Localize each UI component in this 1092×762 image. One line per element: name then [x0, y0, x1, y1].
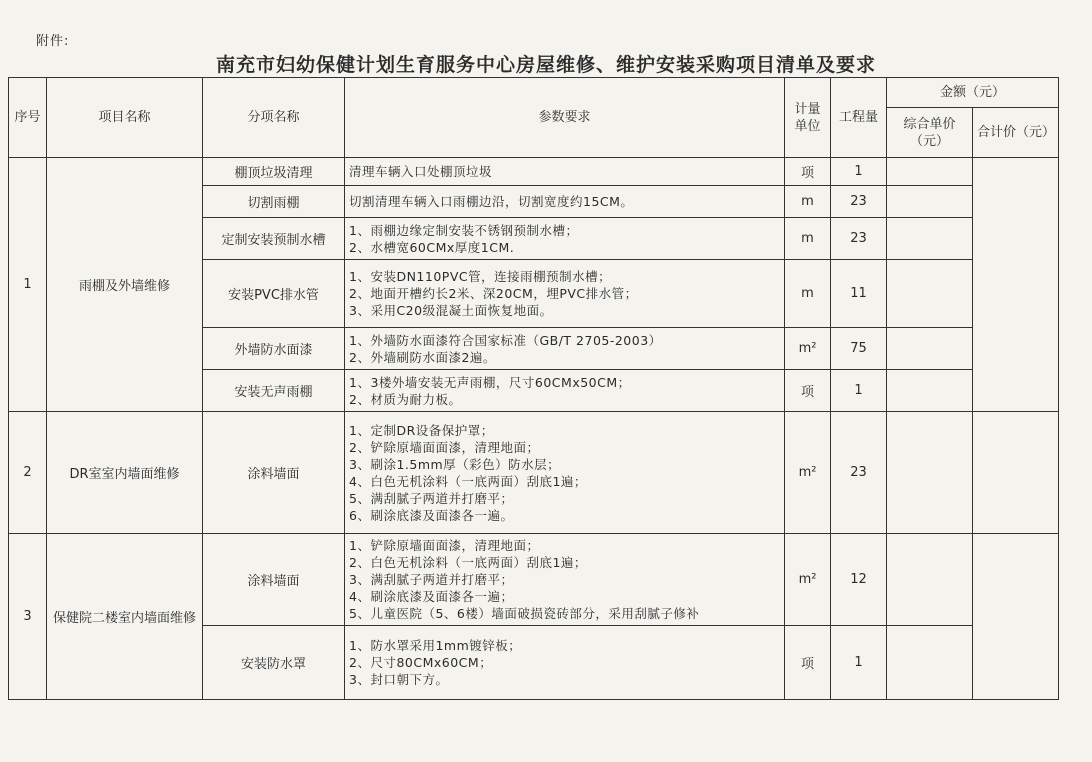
unit-price-cell — [887, 328, 973, 370]
header-seq: 序号 — [9, 78, 47, 158]
params-cell: 清理车辆入口处棚顶垃圾 — [345, 158, 785, 186]
quantity-cell: 1 — [831, 370, 887, 412]
subitem-cell: 涂料墙面 — [203, 534, 345, 626]
header-subitem: 分项名称 — [203, 78, 345, 158]
project-name-cell: 保健院二楼室内墙面维修 — [47, 534, 203, 700]
unit-cell: 项 — [785, 158, 831, 186]
unit-cell: m² — [785, 328, 831, 370]
subitem-cell: 外墙防水面漆 — [203, 328, 345, 370]
subitem-cell: 安装PVC排水管 — [203, 260, 345, 328]
header-unit-price: 综合单价（元） — [887, 108, 973, 158]
total-cell — [973, 158, 1059, 412]
unit-cell: m — [785, 186, 831, 218]
params-cell: 1、外墙防水面漆符合国家标准（GB/T 2705-2003） 2、外墙刷防水面漆2遍。 — [345, 328, 785, 370]
params-cell: 1、铲除原墙面面漆，清理地面； 2、白色无机涂料（一底两面）刮底1遍； 3、满刮腻子两道并打磨平； 4、刷涂底漆及面漆各一遍； 5、儿童医院（5、6楼）墙面破损瓷砖部分，采用刮腻子修补 — [345, 534, 785, 626]
quantity-cell: 1 — [831, 158, 887, 186]
unit-price-cell — [887, 158, 973, 186]
unit-price-cell — [887, 412, 973, 534]
header-unit: 计量单位 — [785, 78, 831, 158]
params-cell: 1、安装DN110PVC管，连接雨棚预制水槽； 2、地面开槽约长2米、深20CM，埋PVC排水管； 3、采用C20级混凝土面恢复地面。 — [345, 260, 785, 328]
quantity-cell: 23 — [831, 218, 887, 260]
params-cell: 切割清理车辆入口雨棚边沿，切割宽度约15CM。 — [345, 186, 785, 218]
document-title: 南充市妇幼保健计划生育服务中心房屋维修、维护安装采购项目清单及要求 — [215, 54, 876, 76]
subitem-cell: 切割雨棚 — [203, 186, 345, 218]
header-total: 合计价（元） — [973, 108, 1059, 158]
procurement-table — [8, 77, 1059, 700]
subitem-cell: 涂料墙面 — [203, 412, 345, 534]
quantity-cell: 23 — [831, 412, 887, 534]
params-cell: 1、定制DR设备保护罩； 2、铲除原墙面面漆，清理地面； 3、刷涂1.5mm厚（彩色）防水层； 4、白色无机涂料（一底两面）刮底1遍； 5、满刮腻子两道并打磨平； 6、刷涂底漆及面漆各一遍。 — [345, 412, 785, 534]
quantity-cell: 23 — [831, 186, 887, 218]
project-name-cell: DR室室内墙面维修 — [47, 412, 203, 534]
unit-cell: m — [785, 260, 831, 328]
header-quantity: 工程量 — [831, 78, 887, 158]
params-cell: 1、雨棚边缘定制安装不锈钢预制水槽； 2、水槽宽60CMx厚度1CM. — [345, 218, 785, 260]
params-cell: 1、防水罩采用1mm镀锌板； 2、尺寸80CMx60CM； 3、封口朝下方。 — [345, 626, 785, 700]
unit-price-cell — [887, 370, 973, 412]
unit-price-cell — [887, 186, 973, 218]
unit-cell: m² — [785, 534, 831, 626]
quantity-cell: 1 — [831, 626, 887, 700]
seq-cell: 1 — [9, 158, 47, 412]
total-cell — [973, 534, 1059, 700]
table-row — [9, 412, 1059, 534]
table-row — [9, 158, 1059, 186]
unit-cell: 项 — [785, 370, 831, 412]
subitem-cell: 定制安装预制水槽 — [203, 218, 345, 260]
unit-price-cell — [887, 218, 973, 260]
subitem-cell: 安装防水罩 — [203, 626, 345, 700]
unit-cell: 项 — [785, 626, 831, 700]
unit-cell: m — [785, 218, 831, 260]
unit-price-cell — [887, 260, 973, 328]
quantity-cell: 11 — [831, 260, 887, 328]
total-cell — [973, 412, 1059, 534]
header-params: 参数要求 — [345, 78, 785, 158]
table-row — [9, 534, 1059, 626]
unit-cell: m² — [785, 412, 831, 534]
quantity-cell: 75 — [831, 328, 887, 370]
quantity-cell: 12 — [831, 534, 887, 626]
project-name-cell: 雨棚及外墙维修 — [47, 158, 203, 412]
params-cell: 1、3楼外墙安装无声雨棚，尺寸60CMx50CM； 2、材质为耐力板。 — [345, 370, 785, 412]
header-amount: 金额（元） — [887, 78, 1059, 108]
subitem-cell: 棚顶垃圾清理 — [203, 158, 345, 186]
unit-price-cell — [887, 626, 973, 700]
subitem-cell: 安装无声雨棚 — [203, 370, 345, 412]
seq-cell: 2 — [9, 412, 47, 534]
unit-price-cell — [887, 534, 973, 626]
attachment-label: 附件: — [36, 34, 70, 49]
seq-cell: 3 — [9, 534, 47, 700]
header-project: 项目名称 — [47, 78, 203, 158]
